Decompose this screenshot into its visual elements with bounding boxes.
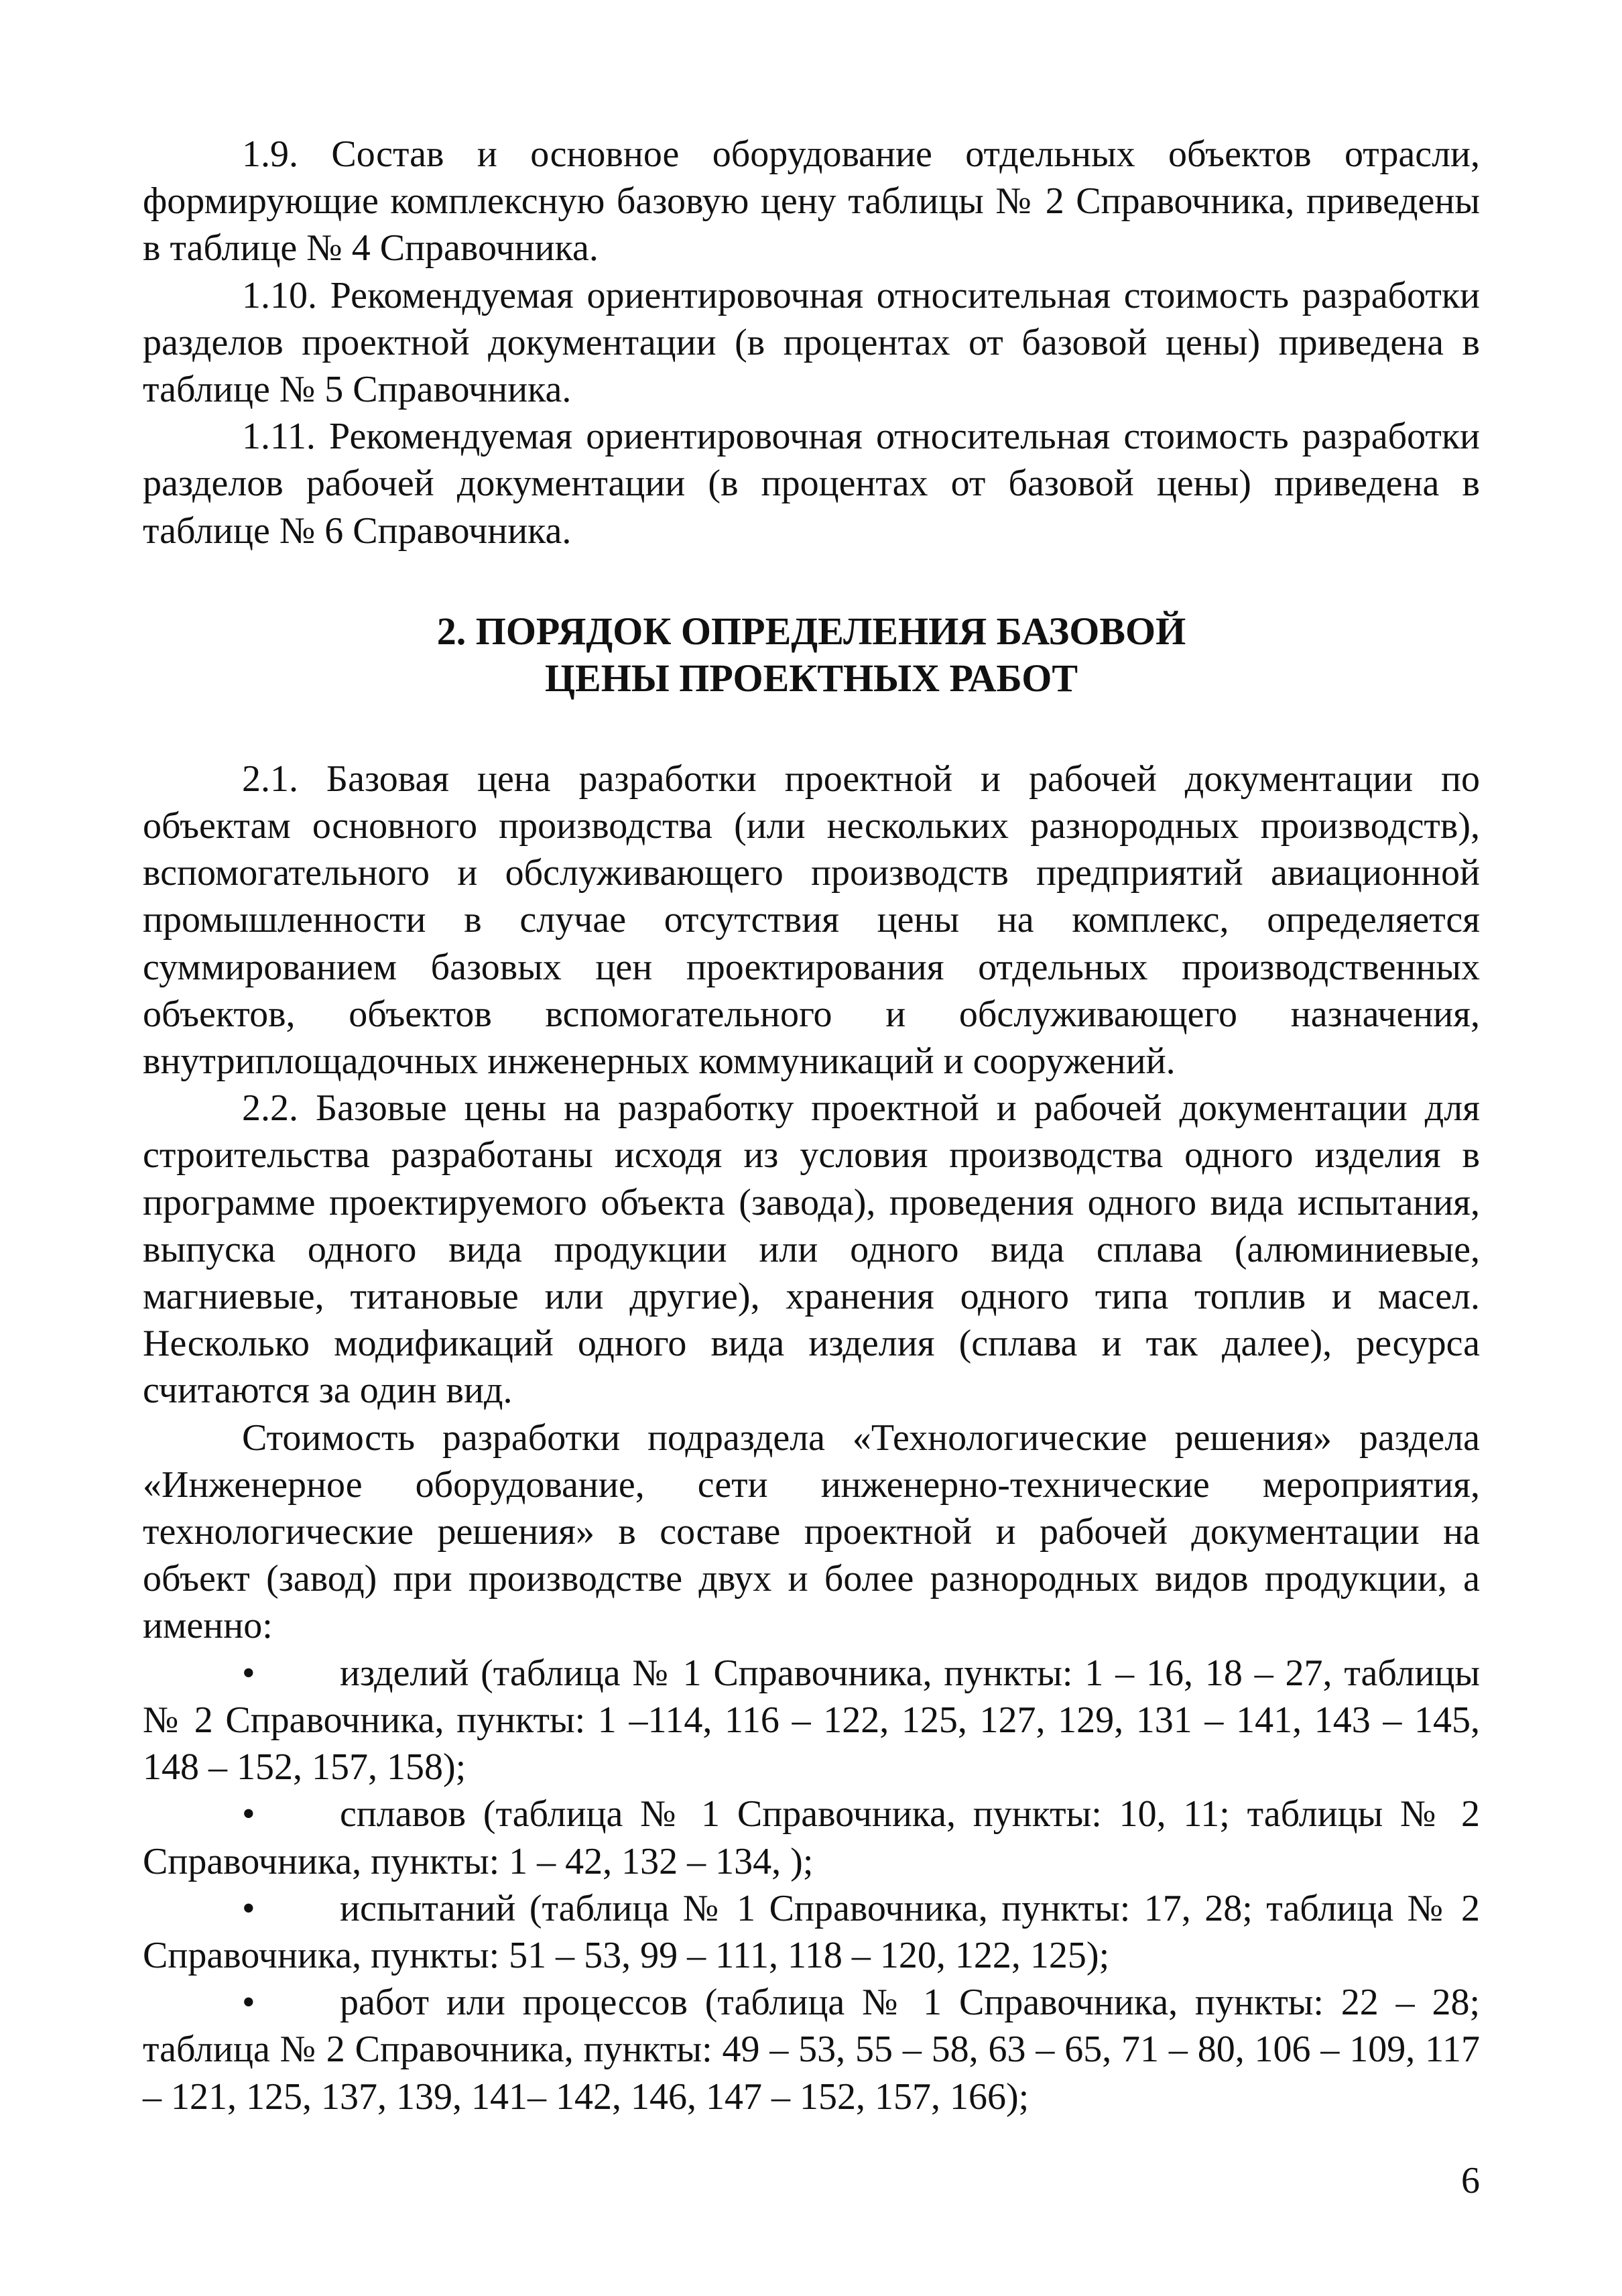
section-heading [143, 608, 1480, 702]
paragraph-1-9: 1.9. Состав и основное оборудование отдельных объектов отрасли, формирующие комплексную базовую цену таблицы № 2 Справочника, приведены в таблице № 4 Справочника. [143, 133, 1480, 269]
paragraph-2-1: 2.1. Базовая цена разработки проектной и рабочей документации по объектам основного производства (или нескольких разнородных производств), вспомогательного и обслуживающего производств предприятий авиационной промышленности в случае отсутствия цены на комплекс, определяется суммированием базовых цен проектирования отдельных производственных объектов, объектов вспомогательного и обслуживающего назначения, внутриплощадочных инженерных коммуникаций и сооружений. [143, 758, 1480, 1083]
bullet-icon: • [242, 1793, 255, 1835]
bullet-icon: • [242, 1982, 255, 2024]
document-page [143, 131, 1480, 2120]
paragraph-1-11: 1.11. Рекомендуемая ориентировочная относительная стоимость разработки разделов рабочей документации (в процентах от базовой цены) приведена в таблице № 6 Справочника. [143, 416, 1480, 552]
bullet-text: сплавов (таблица № 1 Справочника, пункты: 10, 11; таблицы № 2 Справочника, пункты: 1 – 42, 132 – 134, ); [143, 1793, 1480, 1882]
bullet-text: испытаний (таблица № 1 Справочника, пункты: 17, 28; таблица № 2 Справочника, пункты: 51 – 53, 99 – 111, 118 – 120, 122, 125); [143, 1887, 1480, 1976]
bullet-item-tests [143, 1885, 1480, 1979]
bullet-icon: • [242, 1887, 255, 1929]
paragraph-1-10: 1.10. Рекомендуемая ориентировочная относительная стоимость разработки разделов проектной документации (в процентах от базовой цены) приведена в таблице № 5 Справочника. [143, 274, 1480, 411]
bullet-item-alloys [143, 1791, 1480, 1884]
paragraph-2-2: 2.2. Базовые цены на разработку проектной и рабочей документации для строительства разработаны исходя из условия производства одного изделия в программе проектируемого объекта (завода), проведения одного вида испытания, выпуска одного вида продукции или одного вида сплава (алюминиевые, магниевые, титановые или другие), хранения одного типа топлив и масел. Несколько модификаций одного вида изделия (сплава и так далее), ресурса считаются за один вид. [143, 1087, 1480, 1412]
bullet-item-works [143, 1979, 1480, 2120]
bullet-icon: • [242, 1652, 255, 1694]
section-heading-line-1: 2. ПОРЯДОК ОПРЕДЕЛЕНИЯ БАЗОВОЙ [436, 609, 1186, 653]
bullet-item-products [143, 1650, 1480, 1791]
section-heading-line-2: ЦЕНЫ ПРОЕКТНЫХ РАБОТ [544, 656, 1078, 700]
bullet-text: работ или процессов (таблица № 1 Справочника, пункты: 22 – 28; таблица № 2 Справочника, пункты: 49 – 53, 55 – 58, 63 – 65, 71 – 80, 106 – 109, 117 – 121, 125, 137, 139, 141– 142, 146, 147 – 152, 157, 166); [143, 1982, 1480, 2118]
paragraph-cost-intro: Стоимость разработки подраздела «Технологические решения» раздела «Инженерное оборудование, сети инженерно-технические мероприятия, технологические решения» в составе проектной и рабочей документации на объект (завод) при производстве двух и более разнородных видов продукции, а именно: [143, 1416, 1480, 1647]
page-number: 6 [1461, 2160, 1480, 2201]
bullet-text: изделий (таблица № 1 Справочника, пункты: 1 – 16, 18 – 27, таблицы № 2 Справочника, пункты: 1 –114, 116 – 122, 125, 127, 129, 131 – 141, 143 – 145, 148 – 152, 157, 158); [143, 1652, 1480, 1789]
